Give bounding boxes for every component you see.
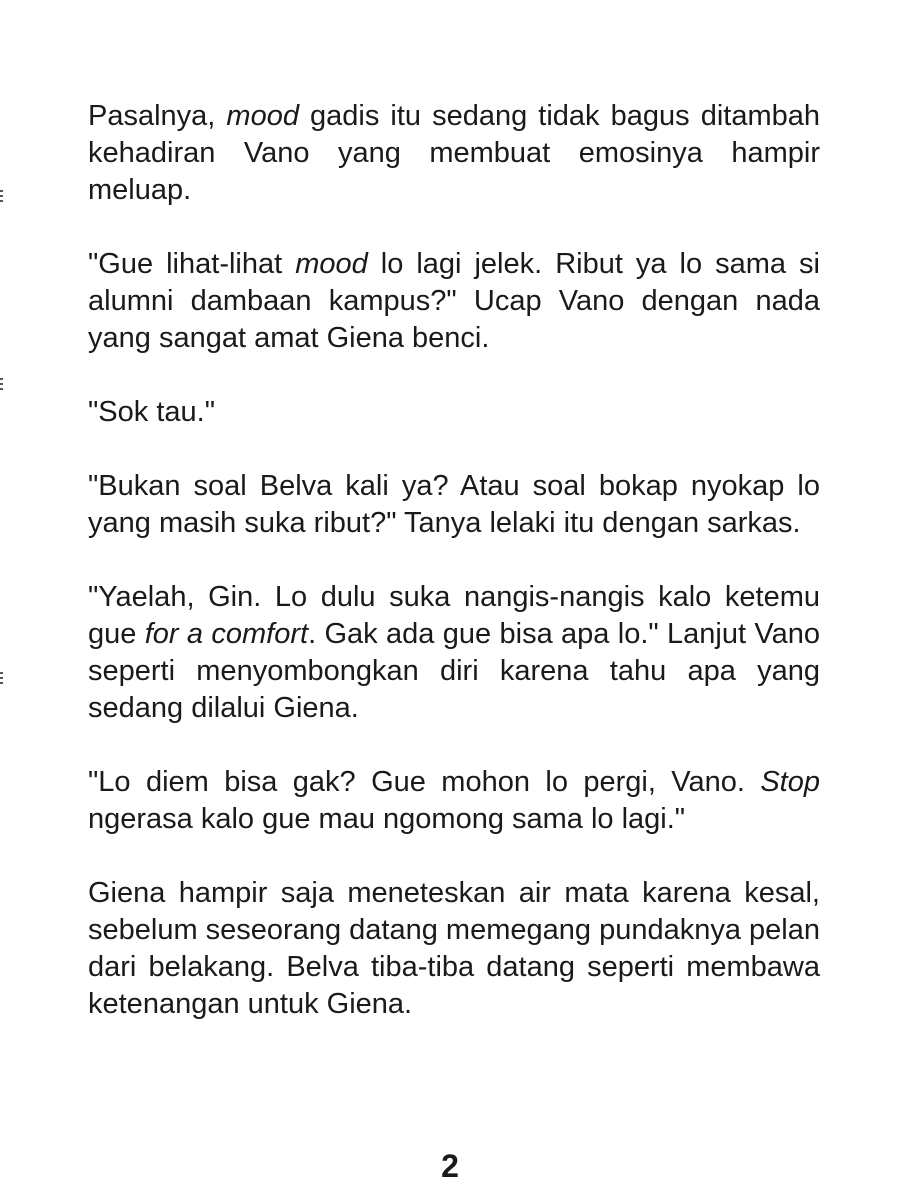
italic-text: mood	[295, 248, 368, 280]
paragraph	[88, 579, 820, 727]
page-body-text	[88, 98, 820, 1060]
text-segment: gadis itu sedang tidak bagus ditambah kehadiran Vano yang membuat emosinya hampir meluap.	[88, 100, 820, 206]
paragraph	[88, 764, 820, 838]
page-edge-mark	[0, 378, 3, 392]
text-segment: lo lagi jelek. Ribut ya lo sama si alumni dambaan kampus?" Ucap Vano dengan nada yang sangat amat Giena benci.	[88, 248, 820, 354]
text-segment: "Yaelah, Gin. Lo dulu suka nangis-nangis kalo ketemu gue	[88, 581, 820, 650]
text-segment: "Sok tau."	[88, 396, 215, 428]
paragraph	[88, 98, 820, 209]
italic-text: for a comfort	[144, 618, 309, 650]
page-edge-mark	[0, 190, 3, 204]
paragraph	[88, 246, 820, 357]
text-segment: Pasalnya,	[88, 100, 227, 132]
italic-text: mood	[226, 100, 299, 132]
text-segment: "Lo diem bisa gak? Gue mohon lo pergi, Vano.	[88, 766, 761, 798]
text-segment: . Gak ada gue bisa apa lo." Lanjut Vano seperti menyombongkan diri karena tahu apa yang sedang dilalui Giena.	[88, 618, 820, 724]
text-segment: ngerasa kalo gue mau ngomong sama lo lagi."	[88, 803, 686, 835]
paragraph	[88, 394, 820, 431]
paragraph	[88, 468, 820, 542]
text-segment: "Gue lihat-lihat	[88, 248, 296, 280]
text-segment: "Bukan soal Belva kali ya? Atau soal bokap nyokap lo yang masih suka ribut?" Tanya lelaki itu dengan sarkas.	[88, 470, 820, 539]
italic-text: Stop	[760, 766, 820, 798]
text-segment: Giena hampir saja meneteskan air mata karena kesal, sebelum seseorang datang memegang pundaknya pelan dari belakang. Belva tiba-tiba datang seperti membawa ketenangan untuk Giena.	[88, 877, 820, 1020]
paragraph	[88, 875, 820, 1023]
page-number: 2	[441, 1148, 459, 1184]
page-edge-mark	[0, 672, 3, 686]
